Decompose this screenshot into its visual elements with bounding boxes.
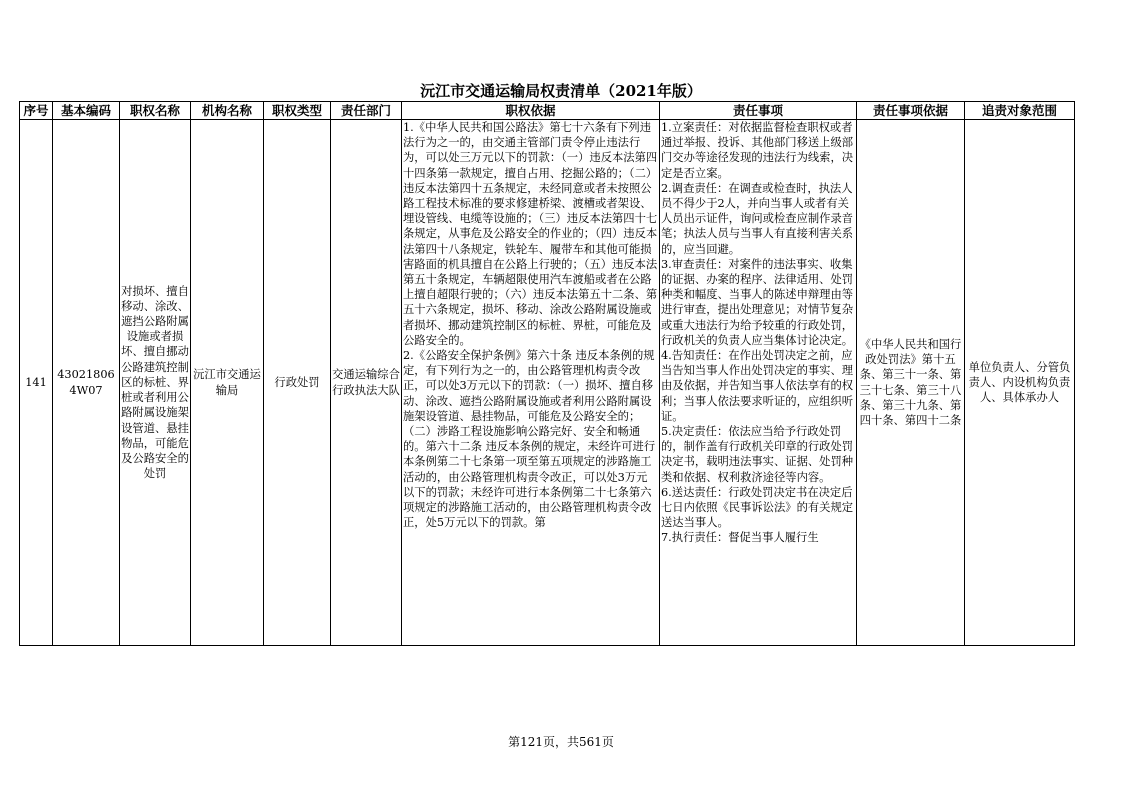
duty-segment: 4.告知责任：在作出处罚决定之前，应当告知当事人作出处罚决定的事实、理由及依据，并告知当事人依法享有的权利；当事人依法要求听证的，应组织听证。	[661, 349, 854, 423]
table-row	[20, 120, 1075, 646]
header-dept: 责任部门	[331, 102, 402, 120]
header-duty: 责任事项	[660, 102, 857, 120]
cell-index: 141	[20, 120, 53, 646]
cell-agency: 沅江市交通运输局	[191, 120, 264, 646]
cell-duty-basis: 《中华人民共和国行政处罚法》第十五条、第三十一条、第三十七条、第三十八条、第三十九条、第四十条、第四十二条	[857, 120, 965, 646]
header-duty-basis: 责任事项依据	[857, 102, 965, 120]
header-power-type: 职权类型	[264, 102, 331, 120]
basis-segment: 1.《中华人民共和国公路法》第七十六条有下列违法行为之一的，由交通主管部门责令停止违法行为，可以处三万元以下的罚款：（一）违反本法第四十四条第一款规定，擅自占用、挖掘公路的；（二）违反本法第四十五条规定，未经同意或者未按照公路工程技术标准的要求修建桥梁、渡槽或者架设、埋设管线、电缆等设施的；（三）违反本法第四十七条规定，从事危及公路安全的作业的；（四）违反本法第四十八条规定，铁轮车、履带车和其他可能损害路面的机具擅自在公路上行驶的；（五）违反本法第五十条规定，车辆超限使用汽车渡船或者在公路上擅自超限行驶的；（六）违反本法第五十二条、第五十六条规定，损坏、移动、涂改公路附属设施或者损坏、挪动建筑控制区的标桩、界桩，可能危及公路安全的。	[403, 121, 658, 347]
cell-code: 430218064W07	[53, 120, 120, 646]
header-agency: 机构名称	[191, 102, 264, 120]
duty-segment: 6.送达责任：行政处罚决定书在决定后七日内依照《民事诉讼法》的有关规定送达当事人。	[661, 485, 854, 530]
power-list-table	[19, 101, 1075, 646]
basis-segment: 2.《公路安全保护条例》第六十条 违反本条例的规定，有下列行为之一的，由公路管理机构责令改正，可以处3万元以下的罚款：（一）损坏、擅自移动、涂改、遮挡公路附属设施或者利用公路附属设施架设管道、悬挂物品，可能危及公路安全的；（二）涉路工程设施影响公路完好、安全和畅通的。第六十二条 违反本条例的规定，未经许可进行本条例第二十七条第一项至第五项规定的涉路施工活动的，由公路管理机构责令改正，可以处3万元以下的罚款；未经许可进行本条例第二十七条第六项规定的涉路施工活动的，由公路管理机构责令改正，处5万元以下的罚款。第	[403, 349, 656, 530]
page-footer: 第121页，共561页	[508, 735, 614, 749]
cell-power-type: 行政处罚	[264, 120, 331, 646]
cell-basis	[402, 120, 660, 646]
header-code: 基本编码	[53, 102, 120, 120]
duty-segment: 3.审查责任：对案件的违法事实、收集的证据、办案的程序、法律适用、处罚种类和幅度、当事人的陈述申辩理由等进行审查，提出处理意见；对情节复杂或重大违法行为给予较重的行政处罚，行政机关的负责人应当集体讨论决定。	[661, 257, 854, 347]
cell-power-name: 对损坏、擅自移动、涂改、遮挡公路附属设施或者损坏、擅自挪动公路建筑控制区的标桩、界桩或者利用公路附属设施架设管道、悬挂物品，可能危及公路安全的处罚	[120, 120, 191, 646]
table-header-row	[20, 102, 1075, 120]
duty-segment: 2.调查责任：在调查或检查时，执法人员不得少于2人，并向当事人或者有关人员出示证件，询问或检查应制作录音笔；执法人员与当事人有直接利害关系的，应当回避。	[661, 181, 854, 256]
cell-accountable: 单位负责人、分管负责人、内设机构负责人、具体承办人	[965, 120, 1075, 646]
header-power-name: 职权名称	[120, 102, 191, 120]
cell-duty	[660, 120, 857, 646]
duty-segment: 1.立案责任：对依据监督检查职权或者通过举报、投诉、其他部门移送上级部门交办等途径发现的违法行为线索，决定是否立案。	[661, 121, 854, 180]
page-title: 沅江市交通运输局权责清单（2021年版）	[420, 82, 702, 100]
duty-segment: 7.执行责任：督促当事人履行生	[661, 531, 819, 545]
cell-dept: 交通运输综合行政执法大队	[331, 120, 402, 646]
header-index: 序号	[20, 102, 53, 120]
duty-segment: 5.决定责任：依法应当给予行政处罚的，制作盖有行政机关印章的行政处罚决定书，载明违法事实、证据、处罚种类和依据、权利救济途径等内容。	[661, 425, 854, 484]
header-basis: 职权依据	[402, 102, 660, 120]
header-accountable: 追责对象范围	[965, 102, 1075, 120]
